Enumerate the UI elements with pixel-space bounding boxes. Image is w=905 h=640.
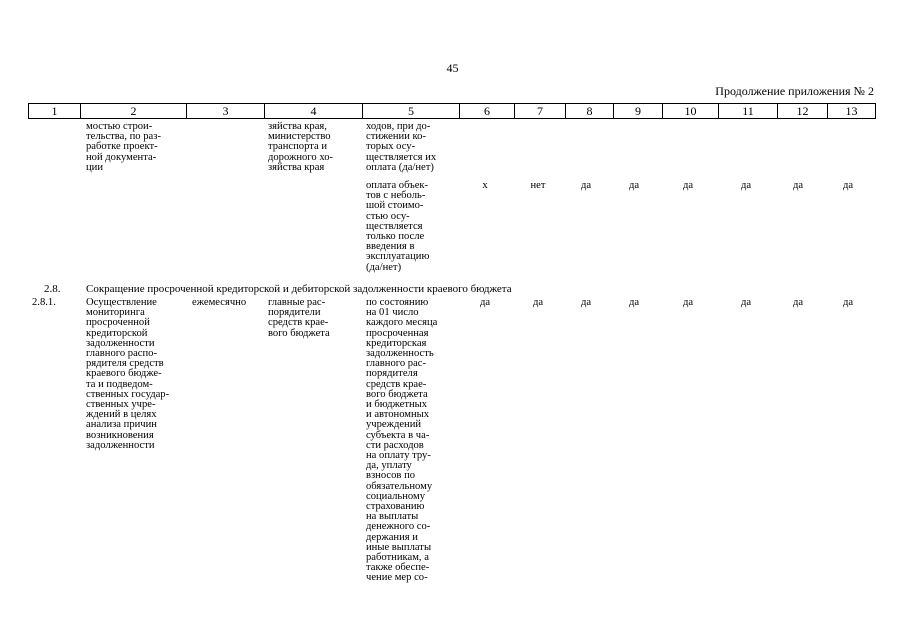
column-number: 2: [81, 104, 187, 119]
column-number: 6: [460, 104, 515, 119]
deadline: ежемесячно: [192, 297, 247, 308]
objects-value-col7: нет: [530, 180, 546, 191]
row-value-col13: да: [842, 297, 854, 308]
column-number-header: [28, 103, 876, 119]
column-number: 11: [719, 104, 778, 119]
row-value-col10: да: [682, 297, 694, 308]
page-number: 45: [446, 61, 459, 75]
column-number: 7: [515, 104, 566, 119]
column-number: 9: [614, 104, 663, 119]
column-number: 3: [187, 104, 265, 119]
column-number: 13: [828, 104, 876, 119]
objects-payment-text: оплата объек- тов с неболь- шой стоимо- стью осу- ществляется только после введения в эксплуатацию (да/нет): [366, 180, 430, 273]
objects-value-col8: да: [580, 180, 592, 191]
section-title: Сокращение просроченной кредиторской и дебиторской задолженности краевого бюджета: [86, 283, 512, 295]
objects-value-col11: да: [740, 180, 752, 191]
row-value-col7: да: [532, 297, 544, 308]
row-number: 2.8.1.: [32, 297, 56, 308]
continuation-label: Продолжение приложения № 2: [715, 84, 874, 98]
objects-value-col13: да: [842, 180, 854, 191]
continued-col5-text: ходов, при до- стижении ко- торых осу- ществляется их оплата (да/нет): [366, 121, 437, 173]
row-value-col6: да: [479, 297, 491, 308]
row-value-col9: да: [628, 297, 640, 308]
column-number: 1: [29, 104, 81, 119]
indicator-description: по состоянию на 01 число каждого месяца просроченная кредиторская задолженность главного рас- порядителя средств крае- вого бюджета и бюджетных и автономных учреждений субъекта в ча- сти расходов на оплату тру- да, уплату взносов по обязательному социальному страхованию на выплаты денежного со- держания и иные выплаты работникам, а также обеспе- чение мер со-: [366, 297, 438, 584]
column-number: 5: [363, 104, 460, 119]
column-number: 12: [778, 104, 828, 119]
row-value-col8: да: [580, 297, 592, 308]
objects-value-col6: х: [482, 180, 488, 191]
row-value-col12: да: [792, 297, 804, 308]
objects-value-col12: да: [792, 180, 804, 191]
column-number: 4: [265, 104, 363, 119]
responsible-executor: главные рас- порядители средств крае- вого бюджета: [268, 297, 330, 339]
section-number: 2.8.: [44, 283, 61, 295]
measure-description: Осуществление мониторинга просроченной кредиторской задолженности главного распо- рядителя средств краевого бюдже- та и подведом- ственных государ- ственных учре- ждений в целях анализа причин возникновения задолженности: [86, 297, 170, 451]
continued-col2-text: мостью строи- тельства, по раз- работке проект- ной документа- ции: [86, 121, 161, 173]
continued-col4-text: зяйства края, министерство транспорта и дорожного хо- зяйства края: [268, 121, 334, 173]
column-number: 8: [566, 104, 614, 119]
objects-value-col10: да: [682, 180, 694, 191]
objects-value-col9: да: [628, 180, 640, 191]
row-value-col11: да: [740, 297, 752, 308]
column-number: 10: [663, 104, 719, 119]
